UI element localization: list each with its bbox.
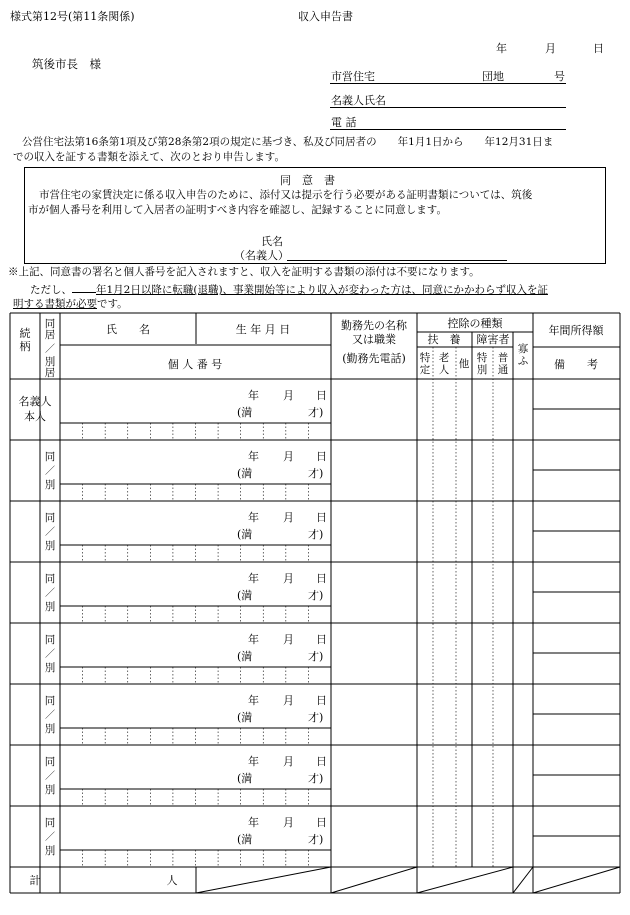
header-relation: 柄 bbox=[19, 340, 31, 353]
birth-month-label: 月 bbox=[283, 572, 294, 585]
birth-year-label: 年 bbox=[248, 511, 259, 524]
total-diagonal bbox=[533, 867, 620, 893]
date-month-label: 月 bbox=[545, 42, 556, 55]
note-line-2-underlined: 年1月2日以降に転職(退職)、事業開始等により収入が変わった方は、同意にかかわらず収入を証 bbox=[96, 284, 548, 296]
header-widow: 寡 bbox=[517, 343, 529, 355]
age-open-label: (満 bbox=[237, 589, 253, 602]
consent-line-2: 市が個人番号を利用して入居者の証明すべき内容を確認し、記録することに同意します。 bbox=[28, 204, 447, 216]
age-close-label: 才) bbox=[308, 772, 324, 785]
birth-month-label: 月 bbox=[283, 450, 294, 463]
header-name: 氏 名 bbox=[106, 323, 150, 336]
birth-month-label: 月 bbox=[283, 511, 294, 524]
header-cohabit-top: 同 bbox=[44, 318, 56, 330]
row-cohabit-same: 同 bbox=[44, 451, 56, 463]
row-cohabit-slash: ／ bbox=[45, 588, 55, 599]
birth-year-label: 年 bbox=[248, 633, 259, 646]
header-work-2: 又は職業 bbox=[352, 333, 396, 346]
age-close-label: 才) bbox=[308, 467, 324, 480]
birth-month-label: 月 bbox=[283, 694, 294, 707]
birth-month-label: 月 bbox=[283, 755, 294, 768]
header-tokutei: 定 bbox=[419, 364, 431, 376]
birth-day-label: 日 bbox=[316, 450, 327, 463]
birth-day-label: 日 bbox=[316, 755, 327, 768]
birth-year-label: 年 bbox=[248, 755, 259, 768]
header-mynumber: 個 人 番 号 bbox=[167, 358, 223, 371]
row-cohabit-slash: ／ bbox=[45, 649, 55, 660]
row-cohabit-slash: ／ bbox=[45, 832, 55, 843]
row-cohabit-separate: 別 bbox=[44, 479, 56, 491]
header-rojin: 老 bbox=[438, 352, 450, 364]
header-futsu: 普 bbox=[497, 352, 509, 364]
header-disabled: 障害者 bbox=[476, 333, 510, 346]
date-year-label: 年 bbox=[496, 42, 507, 55]
header-futsu: 通 bbox=[497, 364, 509, 376]
total-diagonal bbox=[417, 867, 513, 893]
note-line-1: ※上記、同意書の署名と個人番号を記入されますと、収入を証明する書類の添付は不要になります。 bbox=[8, 266, 480, 278]
row-cohabit-slash: ／ bbox=[45, 527, 55, 538]
row-cohabit-same: 同 bbox=[44, 634, 56, 646]
header-income: 年間所得額 bbox=[548, 324, 604, 337]
row-cohabit-same: 同 bbox=[44, 573, 56, 585]
row-cohabit-separate: 別 bbox=[44, 723, 56, 735]
header-deduction: 控除の種類 bbox=[447, 317, 503, 330]
birth-day-label: 日 bbox=[316, 633, 327, 646]
age-close-label: 才) bbox=[308, 589, 324, 602]
total-diagonal bbox=[196, 867, 331, 893]
birth-year-label: 年 bbox=[248, 572, 259, 585]
row-cohabit-separate: 別 bbox=[44, 784, 56, 796]
header-relation: 続 bbox=[19, 327, 31, 340]
age-open-label: (満 bbox=[237, 467, 253, 480]
page-title: 収入申告書 bbox=[298, 10, 353, 23]
birth-day-label: 日 bbox=[316, 816, 327, 829]
birth-day-label: 日 bbox=[316, 389, 327, 402]
birth-month-label: 月 bbox=[283, 816, 294, 829]
birth-year-label: 年 bbox=[248, 389, 259, 402]
note-line-3-suffix: です。 bbox=[97, 298, 128, 310]
header-cohabit-slash: ／ bbox=[45, 344, 55, 355]
header-work-1: 勤務先の名称 bbox=[341, 319, 407, 332]
row-cohabit-slash: ／ bbox=[45, 710, 55, 721]
row-cohabit-same: 同 bbox=[44, 817, 56, 829]
age-open-label: (満 bbox=[237, 833, 253, 846]
age-close-label: 才) bbox=[308, 650, 324, 663]
header-dependents: 扶 養 bbox=[427, 333, 461, 346]
birth-day-label: 日 bbox=[316, 511, 327, 524]
date-day-label: 日 bbox=[593, 42, 604, 55]
row-cohabit-separate: 別 bbox=[44, 662, 56, 674]
row-cohabit-same: 同 bbox=[44, 756, 56, 768]
row-nominee-label: 名義人 bbox=[18, 395, 52, 408]
header-other: 他 bbox=[458, 358, 470, 370]
total-diagonal bbox=[331, 867, 417, 893]
number-label: 号 bbox=[554, 70, 565, 83]
row-cohabit-separate: 別 bbox=[44, 845, 56, 857]
declaration-line-1: 公営住宅法第16条第1項及び第28条第2項の規定に基づき、私及び同居者の 年1月1日から 年12月31日ま bbox=[22, 136, 554, 148]
row-cohabit-slash: ／ bbox=[45, 466, 55, 477]
row-cohabit-same: 同 bbox=[44, 512, 56, 524]
row-self-label: 本人 bbox=[24, 410, 46, 423]
note-line-3-underlined: 明する書類が必要 bbox=[13, 298, 97, 310]
total-persons-unit: 人 bbox=[166, 874, 178, 887]
age-close-label: 才) bbox=[308, 711, 324, 724]
consent-line-1: 市営住宅の家賃決定に係る収入申告のために、添付又は提示を行う必要がある証明書類については、筑後 bbox=[39, 189, 533, 201]
housing-label: 市営住宅 bbox=[331, 70, 375, 83]
birth-month-label: 月 bbox=[283, 633, 294, 646]
age-open-label: (満 bbox=[237, 711, 253, 724]
header-cohabit-top: 居 bbox=[44, 329, 56, 341]
total-label: 計 bbox=[29, 874, 41, 887]
header-work-3: (勤務先電話) bbox=[342, 352, 406, 365]
birth-year-label: 年 bbox=[248, 694, 259, 707]
birth-day-label: 日 bbox=[316, 572, 327, 585]
birth-year-label: 年 bbox=[248, 450, 259, 463]
header-remarks: 備 考 bbox=[554, 358, 598, 371]
birth-year-label: 年 bbox=[248, 816, 259, 829]
birth-month-label: 月 bbox=[283, 389, 294, 402]
phone-label: 電 話 bbox=[331, 116, 357, 129]
header-tokubetsu: 特 bbox=[476, 352, 488, 364]
row-cohabit-slash: ／ bbox=[45, 771, 55, 782]
age-open-label: (満 bbox=[237, 406, 253, 419]
nominee-name-label: 名義人氏名 bbox=[331, 94, 386, 107]
form-number: 様式第12号(第11条関係) bbox=[10, 10, 135, 23]
row-cohabit-separate: 別 bbox=[44, 601, 56, 613]
row-cohabit-same: 同 bbox=[44, 695, 56, 707]
declaration-line-2: での収入を証する書類を添えて、次のとおり申告します。 bbox=[13, 151, 285, 163]
addressee: 筑後市長 様 bbox=[32, 57, 101, 71]
total-diagonal bbox=[513, 867, 533, 893]
age-close-label: 才) bbox=[308, 528, 324, 541]
age-close-label: 才) bbox=[308, 833, 324, 846]
header-tokubetsu: 別 bbox=[476, 364, 488, 376]
birth-day-label: 日 bbox=[316, 694, 327, 707]
header-birth: 生 年 月 日 bbox=[235, 323, 291, 336]
header-rojin: 人 bbox=[438, 364, 450, 376]
age-open-label: (満 bbox=[237, 772, 253, 785]
header-widow: ふ bbox=[517, 355, 529, 367]
consent-heading: 同 意 書 bbox=[280, 174, 335, 187]
header-cohabit-bottom: 居 bbox=[44, 367, 56, 379]
age-open-label: (満 bbox=[237, 650, 253, 663]
consent-nominee-label: （名義人） bbox=[234, 249, 289, 262]
header-tokutei: 特 bbox=[419, 352, 431, 364]
note-line-2-prefix: ただし、 bbox=[30, 284, 72, 296]
age-close-label: 才) bbox=[308, 406, 324, 419]
consent-name-label: 氏名 bbox=[261, 235, 283, 248]
header-cohabit-bottom: 別 bbox=[44, 356, 56, 368]
row-cohabit-separate: 別 bbox=[44, 540, 56, 552]
age-open-label: (満 bbox=[237, 528, 253, 541]
estate-label: 団地 bbox=[482, 70, 504, 83]
